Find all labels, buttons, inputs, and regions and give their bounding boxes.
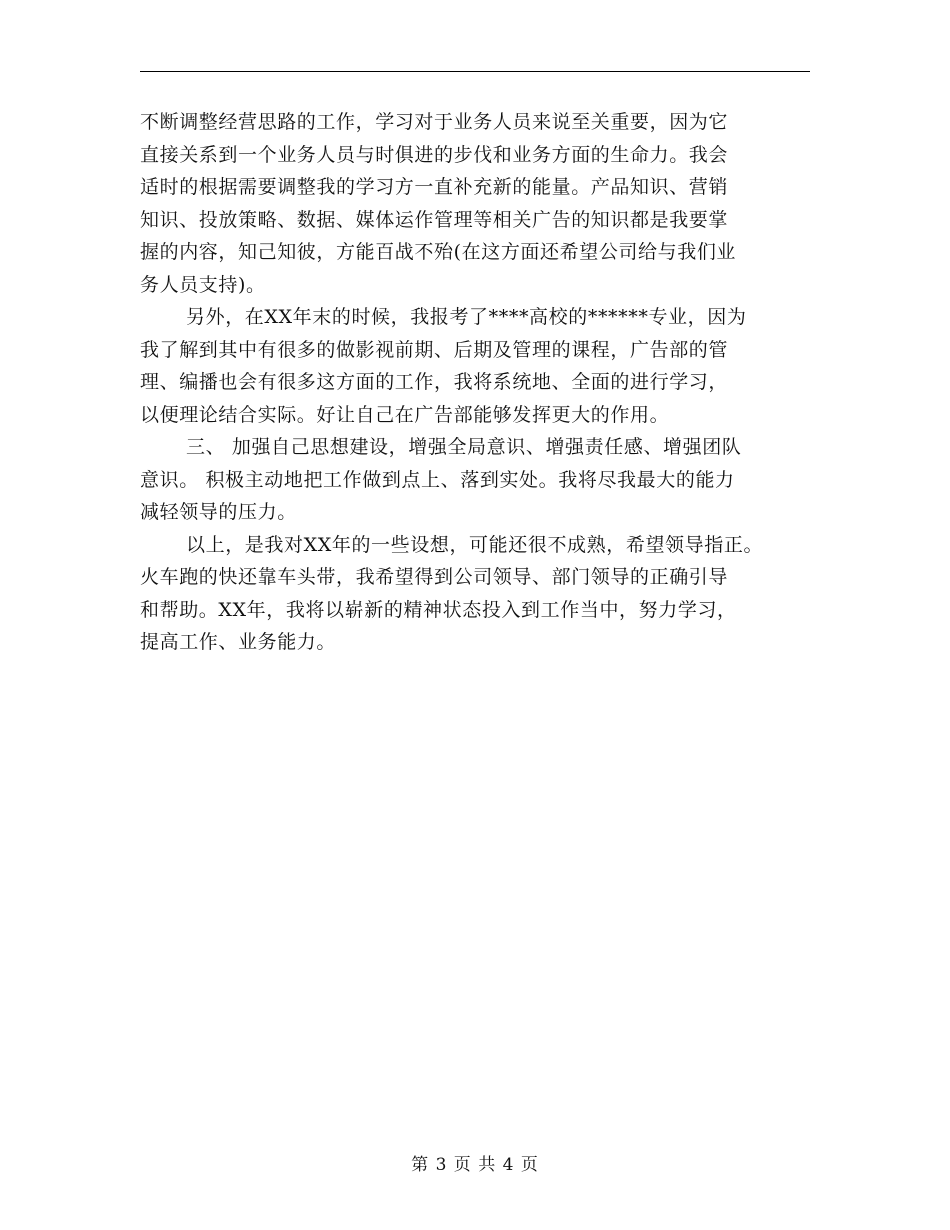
paragraph-line: 理、编播也会有很多这方面的工作，我将系统地、全面的进行学习，	[140, 371, 729, 393]
paragraph-line: 减轻领导的压力。	[140, 501, 297, 523]
header-rule	[140, 71, 810, 72]
page-number-footer: 第 3 页 共 4 页	[411, 1155, 539, 1175]
paragraph-line: 以便理论结合实际。好让自己在广告部能够发挥更大的作用。	[140, 403, 670, 426]
document-body	[140, 106, 820, 659]
paragraph-line: 火车跑的快还靠车头带，我希望得到公司领导、部门领导的正确引导	[140, 566, 729, 588]
paragraph-line: 适时的根据需要调整我的学习方一直补充新的能量。产品知识、营销	[140, 176, 729, 198]
paragraph-line: 意识。 积极主动地把工作做到点上、落到实处。我将尽我最大的能力	[140, 468, 735, 491]
paragraph-first-line: 以上，是我对XX年的一些设想，可能还很不成熟，希望领导指正。	[186, 533, 764, 556]
paragraph-line: 直接关系到一个业务人员与时俱进的步伐和业务方面的生命力。我会	[140, 143, 729, 166]
paragraph-line: 务人员支持)。	[140, 273, 266, 296]
paragraph-line: 握的内容，知己知彼，方能百战不殆(在这方面还希望公司给与我们业	[140, 241, 737, 263]
paragraph-line: 提高工作、业务能力。	[140, 631, 337, 653]
paragraph-first-line: 三、 加强自己思想建设，增强全局意识、增强责任感、增强团队	[186, 436, 742, 458]
paragraph-first-line: 另外，在XX年末的时候，我报考了****高校的******专业，因为	[186, 306, 747, 328]
paragraph-line: 我了解到其中有很多的做影视前期、后期及管理的课程，广告部的管	[140, 338, 729, 361]
paragraph-line: 不断调整经营思路的工作，学习对于业务人员来说至关重要，因为它	[140, 111, 729, 133]
paragraph-line: 和帮助。XX年，我将以崭新的精神状态投入到工作当中，努力学习，	[140, 598, 737, 621]
paragraph-line: 知识、投放策略、数据、媒体运作管理等相关广告的知识都是我要掌	[140, 208, 729, 231]
